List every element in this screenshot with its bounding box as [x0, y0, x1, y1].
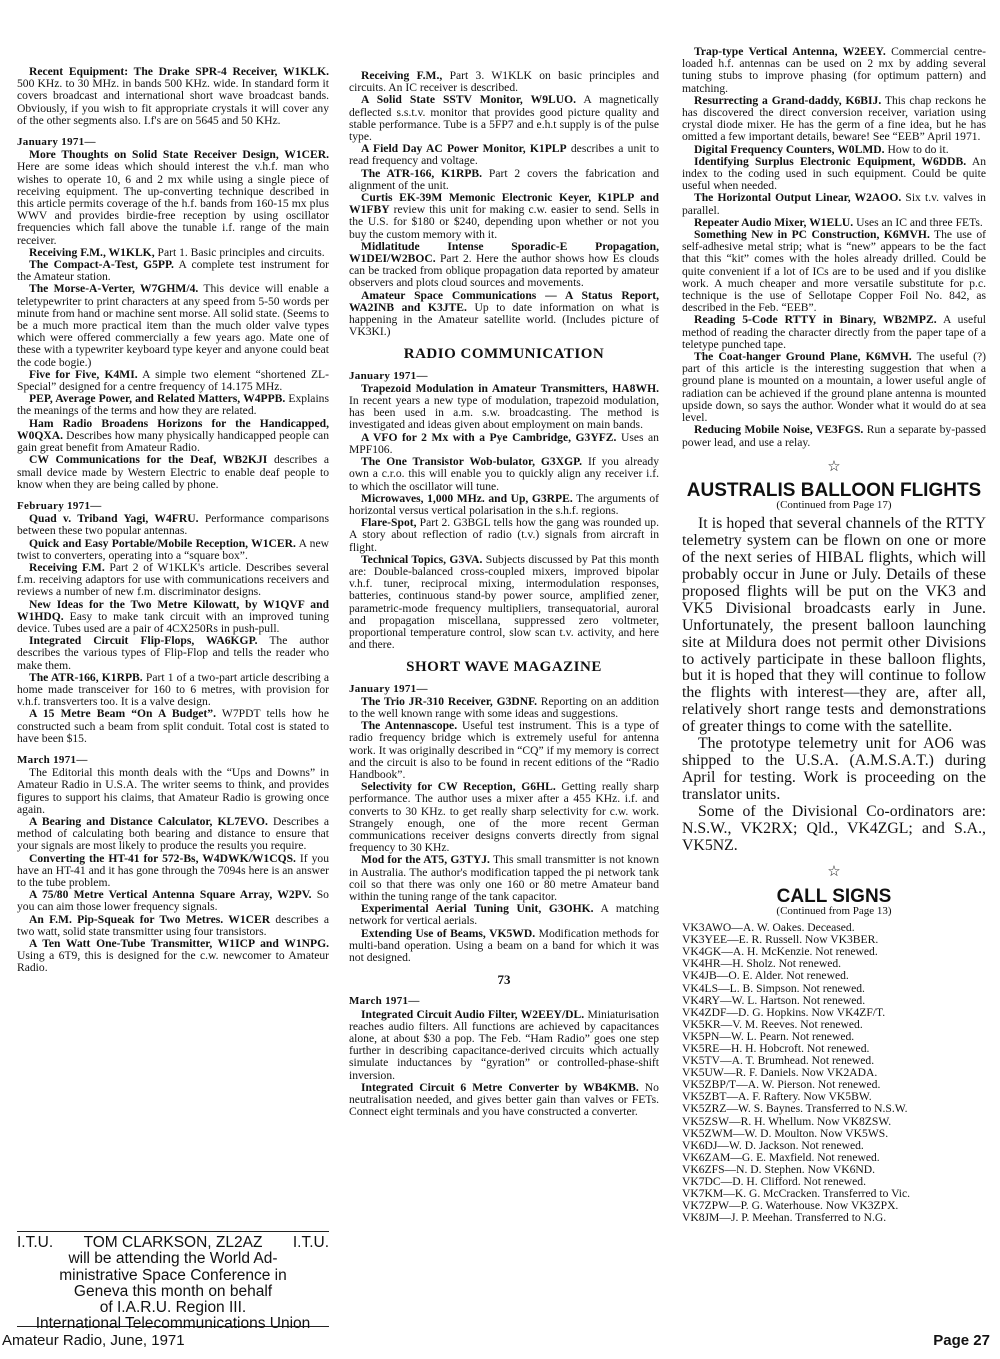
article-title: Digital Frequency Counters, W0LMD.: [694, 142, 885, 156]
itu-line-4: of I.A.R.U. Region III.: [99, 1299, 247, 1317]
article-entry: [349, 70, 659, 94]
article-description: The arguments of horizontal versus vertical polarisation in the s.h.f. regions.: [349, 491, 659, 517]
article-entry: [17, 914, 329, 938]
article-description: This chap reckons he has discovered the direct conversion receiver, variation using crystal diode mixer. He has the germ of a fine idea, but he has omitted a few important details, beware! See “EEB” April 1971.: [682, 93, 986, 144]
article-description: A new twist to converters, operating into a “square box”.: [17, 536, 329, 562]
article-title: A Bearing and Distance Calculator, KL7EVO.: [29, 814, 268, 828]
article-entry: [17, 538, 329, 562]
article-description: describes a unit to read frequency and voltage.: [349, 142, 660, 168]
column-2: [349, 70, 659, 1118]
article-description: This small transmitter is not known in Australia. The author's modification tapped the pi network tank coil so that there was only one 160 or 80 metre Amateur band within the tuning range of the tank capacitor.: [349, 853, 659, 903]
article-title: Integrated Circuit 6 Metre Converter by WB4KMB.: [361, 1080, 639, 1094]
article-title: The Trio JR-310 Receiver, G3DNF.: [361, 694, 538, 708]
itu-line-1: will be attending the World Ad-: [68, 1250, 278, 1268]
itu-line-5: International Telecommunications Union: [35, 1315, 311, 1333]
article-title: New Ideas for the Two Metre Kilowatt, by W1QVF and W1HDQ.: [17, 597, 329, 623]
article-entry: [17, 889, 329, 913]
article-title: A 15 Metre Beam “On A Budget”.: [29, 707, 216, 721]
article-title: Converting the HT-41 for 572-Bs, W4DWK/W1CQS.: [29, 851, 296, 865]
article-title: A VFO for 2 Mx with a Pye Cambridge, G3YFZ.: [361, 430, 617, 444]
call-sign-entry: VK7ZPW—P. G. Waterhouse. Now VK3ZPX.: [682, 1199, 899, 1213]
article-entry: [682, 46, 986, 95]
month-heading: March 1971—: [17, 753, 88, 766]
article-entry: [349, 143, 659, 167]
article-description: No neutralisation needed, and gives better gain than valves or FETs. Connect eight terminals and you have constructed a converter.: [349, 1080, 659, 1119]
article-entry: [349, 1082, 659, 1119]
article-title: The ATR-166, K1RPB.: [29, 670, 143, 684]
article-entry: [349, 554, 659, 652]
article-title: A Ten Watt One-Tube Transmitter, W1ICP and W1NPG.: [29, 937, 329, 951]
balloon-article-body: [682, 516, 986, 854]
article-description: The author describes the various types of Flip-Flop and tells the reader who make them.: [17, 634, 330, 672]
article-description: Part 2. Here the author shows how Es clouds can be tracked from oblique propagation data reported by amateur observers and plots cloud sources and movements.: [349, 252, 659, 290]
article-title: Five for Five, K4MI.: [29, 367, 138, 381]
article-description: A matching network for vertical aerials.: [349, 902, 659, 928]
balloon-paragraph: It is hoped that several channels of the RTTY telemetry system can be flown on one or more of the next series of HIBAL flights, which will probably occur in June or July. Details of these proposed flights will be put on the VK3 and VK5 Divisional broadcasts early in June. Unfortunately, the present balloon launching site at Mildura does not permit other Divisions to actively participate in these balloon flights, but it is hoped that they will continue to follow the flights with interest—they are, after all, relatively short range tests and demonstrations of greater things to come with the satellite.: [682, 515, 986, 736]
article-description: review this unit for making c.w. easier to send. Sells in the U.S. for $180 or $240, depending upon whether or not you buy the custom memory with it.: [349, 203, 659, 241]
article-entry: [17, 708, 329, 745]
article-title: CW Communications for the Deaf, WB2KJI: [29, 453, 268, 467]
article-description: 500 KHz. to 30 MHz. in bands 500 KHz. wide. In standard form it covers broadcast and international short wave broadcast bands. Obviously, if you wish to fit appropriate crystals it will cover any of the other segments also. I.f's are on 5645 and 50 KHz.: [17, 77, 329, 127]
article-title: Something New in PC Construction, K6MVH.: [694, 228, 930, 242]
call-sign-entry: VK5ZBT—A. F. Raftery. Now VK5BW.: [682, 1090, 872, 1104]
article-title: A Solid State SSTV Monitor, W9LUO.: [361, 93, 577, 107]
article-entry: [17, 454, 329, 491]
article-entry: [682, 192, 986, 216]
article-entry: [349, 192, 659, 241]
article-entry: [349, 432, 659, 456]
article-heading-call-signs: CALL SIGNS: [776, 885, 892, 907]
article-description: describes a two watt, solid state transmitter using four transistors.: [17, 912, 329, 938]
call-sign-entry: VK5ZRZ—W. S. Baynes. Transferred to N.S.W.: [682, 1102, 908, 1116]
month-heading: February 1971—: [17, 499, 102, 512]
itu-line-2: ministrative Space Conference in: [59, 1266, 287, 1284]
article-title: The Horizontal Output Linear, W2AOO.: [694, 191, 902, 205]
article-description: Miniaturisation reaches audio filters. All functions are achieved by capacitances alone, at about $30 a pop. The Feb. “Ham Radio” goes one step further in describing capacitance-derived circuits which actually simulate inductances by “gyration” or controlled-phase-shift inversion.: [349, 1007, 659, 1082]
article-entry: [349, 241, 659, 290]
article-entry: [682, 351, 986, 424]
article-description: Uses an IC and three FETs.: [853, 215, 983, 229]
article-description: How to do it.: [884, 142, 949, 156]
article-title: The Coat-hanger Ground Plane, K6MVH.: [694, 350, 912, 364]
footer-publication: Amateur Radio, June, 1971: [2, 1332, 185, 1349]
article-title: A 75/80 Metre Vertical Antenna Square Array, W2PV.: [29, 888, 312, 902]
article-title: Recent Equipment: The Drake SPR-4 Receiver, W1KLK.: [29, 65, 329, 78]
star-divider-icon: ☆: [827, 864, 841, 881]
article-description: W7PDT tells how he constructed such a beam from split conduit. Total cost is stated to have been $15.: [17, 707, 329, 745]
article-description: Explains the meanings of the terms and how they are related.: [17, 392, 329, 418]
star-divider-icon: ☆: [827, 458, 841, 475]
article-title: Quick and Easy Portable/Mobile Reception, W1CER.: [29, 536, 296, 550]
article-entry: [682, 229, 986, 314]
article-title: Resurrecting a Grand-daddy, K6BIJ.: [694, 93, 882, 107]
call-sign-entry: VK4RY—W. L. Hartson. Not renewed.: [682, 993, 866, 1007]
article-description: If you already own a c.r.o. this will enable you to quickly align any receiver i.f. to which the oscillator will tune.: [349, 455, 660, 493]
article-entry: [349, 383, 659, 432]
article-description: So you can aim those lower frequency signals.: [17, 888, 329, 914]
call-sign-entry: VK4JB—O. E. Alder. Not renewed.: [682, 969, 849, 983]
balloon-paragraph: The prototype telemetry unit for AO6 was shipped to the U.S.A. (A.M.S.A.T.) during April for testing. Work is proceeding on the translator units.: [682, 735, 986, 803]
article-entry: [17, 418, 329, 455]
article-entry: [17, 635, 329, 672]
itu-corner-right: I.T.U.: [292, 1234, 329, 1251]
article-entry: [349, 456, 659, 493]
call-sign-entry: VK3AWO—A. W. Oakes. Deceased.: [682, 921, 855, 935]
article-title: Curtis EK-39M Memonic Electronic Keyer, K1PLP and W1FBY: [349, 191, 659, 217]
article-title: PEP, Average Power, and Related Matters, W4PPB.: [29, 392, 286, 406]
article-title: Selectivity for CW Reception, G6HL.: [361, 780, 556, 794]
continued-note: (Continued from Page 17): [776, 499, 892, 512]
article-entry: [17, 853, 329, 890]
section-heading-radio-communication: RADIO COMMUNICATION: [403, 346, 605, 363]
article-description: A useful method of reading the character directly from the paper tape of a teletype punched tape.: [682, 313, 986, 351]
article-title: Receiving F.M., W1KLK,: [29, 245, 155, 259]
call-sign-entry: VK5ZWM—W. D. Moulton. Now VK5WS.: [682, 1126, 889, 1140]
article-entry: [682, 156, 986, 193]
article-description: Using a 6T9, this is designed for the c.w. newcomer to Amateur Radio.: [17, 949, 329, 975]
article-description: Describes a method of calculating both bearing and distance to ensure that your signals are most likely to produce the results you require.: [17, 814, 330, 853]
article-title: Repeater Audio Mixer, W1ELU.: [694, 215, 854, 229]
article-title: Quad v. Triband Yagi, W4FRU.: [29, 512, 199, 526]
article-description: Commercial centre-loaded h.f. antennas can be used on 2 mx by adding several tuning stubs to improve phasing (for optimum pattern) and matching.: [682, 45, 986, 95]
itu-notice-box: [17, 1231, 329, 1333]
call-sign-entry: VK4LS—L. B. Simpson. Not renewed.: [682, 981, 865, 995]
article-description: Modification methods for multi-band operation. Using a beam on a band for which it was not designed.: [349, 926, 659, 965]
article-description: Part 2. G3BGL tells how the gang was rounded up. A story about reflection of radio (t.v.) signals from aircraft in flight.: [349, 516, 659, 554]
call-sign-entry: VK5TV—A. T. Brumhead. Not renewed.: [682, 1054, 875, 1068]
article-title: Integrated Circuit Flip-Flops, WA6KGP.: [29, 634, 258, 648]
call-sign-entry: VK6DJ—W. D. Jackson. Not renewed.: [682, 1138, 864, 1152]
article-description: Part 2 of W1KLK's article. Describes several f.m. receiving adaptors for use with communications receivers and reviews a number of new f.m. discriminator designs.: [17, 560, 329, 599]
itu-person-name: TOM CLARKSON, ZL2AZ: [83, 1234, 263, 1251]
article-description: Part 1. Basic principles and circuits.: [154, 245, 325, 259]
article-description: The use of self-adhesive metal strip; what is “new” appears to be the fact that this “kit” comes with the holes already drilled. Could be quite convenient if a lot of ICs are to be used and if you dislike work. A much cheaper and more versatile substitute for p.c. technique is the use of Sellotape Copper Foil No. 842, as described in the Feb. “EEB”.: [682, 228, 986, 315]
article-description: A magnetically deflected s.s.t.v. monitor that provides good picture quality and stable performance. Tube is a 5FP7 and e.h.t supply is of the pulse type.: [349, 93, 659, 144]
month-heading: January 1971—: [17, 136, 96, 149]
article-description: describes a small device made by Western Electric to enable deaf people to know when they are being called by phone.: [17, 453, 329, 491]
article-entry: [17, 938, 329, 975]
call-sign-entry: VK4HR—H. Sholz. Not renewed.: [682, 957, 842, 971]
article-title: Identifying Surplus Electronic Equipment, W6DDB.: [694, 154, 967, 168]
balloon-paragraph: Some of the Divisional Co-ordinators are: N.S.W., VK2RX; Qld., VK4ZGL; and S.A., VK5NZ.: [682, 802, 986, 854]
article-title: Receiving F.M.: [29, 560, 105, 574]
call-sign-entry: VK5UW—R. F. Daniels. Now VK2ADA.: [682, 1066, 878, 1080]
article-title: More Thoughts on Solid State Receiver Design, W1CER.: [29, 148, 329, 162]
article-entry: [17, 149, 329, 247]
article-title: Flare-Spot,: [361, 516, 417, 530]
article-entry: [349, 290, 659, 339]
article-title: Mod for the AT5, G3TYJ.: [361, 853, 490, 867]
article-title: The ATR-166, K1RPB.: [361, 166, 483, 180]
article-description: Six t.v. valves in parallel.: [682, 191, 986, 217]
article-title: Trap-type Vertical Antenna, W2EEY.: [694, 45, 886, 58]
article-description: If you have an HT-41 and it has gone through the 7094s here is an answer to the tube problem.: [17, 851, 329, 889]
footer-page-number: Page 27: [933, 1332, 990, 1349]
article-entry: [17, 393, 329, 417]
article-title: A Field Day AC Power Monitor, K1PLP: [361, 142, 567, 156]
article-entry: [17, 562, 329, 599]
article-entry: [349, 493, 659, 517]
section-heading-short-wave-magazine: SHORT WAVE MAGAZINE: [406, 659, 602, 676]
article-title: Reading 5-Code RTTY in Binary, WB2MPZ.: [694, 313, 937, 327]
article-entry: [17, 599, 329, 636]
article-entry: [17, 816, 329, 853]
article-entry: [349, 903, 659, 927]
article-description: Getting really sharp performance. The author uses a mixer after a 455 KHz. i.f. and converts to 30 KHz. to get really sharp selectivity for c.w. work. Strangely enough, one of the more recent German communications receiver designs converts directly from signal frequency to 30 KHz.: [349, 780, 659, 855]
article-title: Microwaves, 1,000 MHz. and Up, G3RPE.: [361, 491, 573, 505]
article-entry: [349, 720, 659, 781]
article-description: Reporting on an addition to the well known range with some ideas and suggestions.: [349, 694, 659, 720]
call-sign-entry: VK8JM—J. P. Meehan. Transferred to N.G.: [682, 1211, 887, 1225]
article-description: The Editorial this month deals with the “Ups and Downs” in Amateur Radio in U.S.A. The writer seems to think, and provides figures to support his claims, that Amateur Radio is growing once again.: [17, 766, 329, 816]
month-heading: March 1971—: [349, 995, 420, 1008]
article-entry: [349, 781, 659, 854]
article-description: Subjects discussed by Pat this month are: Double-balanced cross-coupled mixers, improved bipolar v.h.f. tuner, reciprocal mixing, intermodulation responses, batteries, continuous stand-by power source, amplified zener, parametric-mode frequency multipliers, transequatorial, auroral and propagation miscellana, suppressed zero voltmeter, proportional temperature control, slow scan t.v. activity, and here and there.: [349, 552, 660, 652]
article-entry: [17, 66, 329, 127]
itu-corner-left: I.T.U.: [17, 1234, 54, 1251]
article-entry: [349, 1009, 659, 1082]
call-sign-entry: VK7DC—D. H. Clifford. Not renewed.: [682, 1175, 866, 1189]
article-title: An F.M. Pip-Squeak for Two Metres. W1CER: [29, 912, 271, 926]
article-title: Extending Use of Beams, VK5WD.: [361, 926, 536, 940]
article-description: Run a separate by-passed power lead, and use a relay.: [682, 423, 987, 449]
article-description: A complete test instrument for the Amateur station.: [17, 258, 329, 284]
call-sign-entry: VK6ZFS—N. D. Stephen. Now VK6ND.: [682, 1162, 876, 1176]
call-sign-entry: VK4GK—A. H. McKenzie. Not renewed.: [682, 945, 878, 959]
month-heading: January 1971—: [349, 369, 428, 382]
article-title: Technical Topics, G3VA.: [361, 552, 483, 566]
continued-note: (Continued from Page 13): [776, 904, 892, 917]
article-entry: [17, 369, 329, 393]
article-title: Midlatitude Intense Sporadic-E Propagation, W1DEI/W2BOC.: [349, 239, 659, 266]
article-entry: [682, 314, 986, 351]
call-sign-entry: VK5PN—W. L. Pearn. Not renewed.: [682, 1029, 855, 1043]
column-3: [682, 46, 986, 1224]
article-description: This device will enable a teletypewriter to print characters at any speed from 5-50 words per minute from hand or machine sent morse. All solid state. (Seems to be a much more practical item than the much older valve types which were offered commercially a few years ago. Mate one of these with a typewriter keyboard type keyer and anyone could beat the code bogie.): [17, 282, 330, 369]
article-title: Receiving F.M.,: [361, 69, 443, 82]
article-description: Part 2 covers the fabrication and alignment of the unit.: [349, 166, 659, 192]
article-entry: [17, 259, 329, 283]
article-description: In recent years a new type of modulation, trapezoid modulation, has been used in a.m. s.w. broadcasting. The method is investigated and ideas given about employment on main bands.: [349, 394, 659, 432]
call-sign-entry: VK5ZBP/T—A. W. Pierson. Not renewed.: [682, 1078, 881, 1092]
article-description: Performance comparisons between these two popular antennas.: [17, 512, 329, 538]
call-sign-entry: VK5RE—H. H. Hobcroft. Not renewed.: [682, 1041, 870, 1055]
article-description: Part 1 of a two-part article describing a home made transceiver for 160 to 6 metres, with provision for v.h.f. transverters too. It is a valve design.: [17, 670, 329, 709]
article-title: Experimental Aerial Tuning Unit, G3OHK.: [361, 902, 594, 916]
article-title: The Antennascope.: [361, 719, 458, 733]
month-heading: January 1971—: [349, 682, 428, 695]
article-entry: [349, 854, 659, 903]
call-sign-entry: VK5ZSW—R. H. Whellum. Now VK8ZSW.: [682, 1114, 892, 1128]
article-entry: [349, 94, 659, 143]
article-title: Trapezoid Modulation in Amateur Transmitters, HA8WH.: [361, 381, 659, 395]
article-description: An index to the coding used in such equipment. Could be quite useful when needed.: [682, 154, 987, 193]
call-sign-entry: VK3YEE—E. R. Russell. Now VK3BER.: [682, 933, 879, 947]
column-1: [17, 66, 329, 975]
article-entry: [349, 517, 659, 554]
article-description: Uses an MPF106.: [349, 430, 659, 456]
article-description: Here are some ideas which should interest the v.h.f. man who wishes to operate 10, 6 and 2 mx while using a single piece of receiving equipment. The up-converting technique described in this article permits coverage of the h.f. bands from 160-15 mx plus WWV and provides birdie-free reception by using oscillator frequencies which fall above the tunable i.f. range of the main receiver.: [17, 160, 329, 247]
call-sign-entry: VK7KM—K. G. McCracken. Transferred to Vic.: [682, 1187, 911, 1201]
itu-line-3: Geneva this month on behalf: [73, 1282, 273, 1300]
article-description: The useful (?) part of this article is the interesting suggestion that when a ground plane is mounted on a mountain, a lower useful angle of radiation can be achieved if the ground plane antenna is mounted upside down, so says the author. Wonder what it would do at sea level.: [682, 350, 986, 425]
call-signs-list: [682, 922, 986, 1224]
article-entry: [682, 95, 986, 144]
article-title: Amateur Space Communications — A Status Report, WA2INB and K3JTE.: [349, 288, 659, 314]
article-entry: [682, 424, 986, 448]
call-sign-entry: VK4ZDF—D. G. Hopkins. Now VK4ZF/T.: [682, 1005, 886, 1019]
article-title: Ham Radio Broadens Horizons for the Handicapped, W0QXA.: [17, 416, 329, 442]
article-description: A simple two element “shortened ZL-Special” designed for a centre frequency of 14.175 MHz.: [17, 367, 329, 394]
article-entry: [349, 168, 659, 192]
article-entry: [349, 928, 659, 965]
article-description: Useful test instrument. This is a type of radio frequency bridge which is extremely useful for antenna work. It was originally described in “CQ” if my memory is correct and the circuit is also to be found in recent editions of the “Radio Handbook”.: [349, 719, 659, 781]
call-sign-entry: VK5KR—V. M. Reeves. Not renewed.: [682, 1017, 863, 1031]
article-entry: [17, 283, 329, 368]
call-sign-entry: VK6ZAM—G. E. Maxfield. Not renewed.: [682, 1150, 880, 1164]
article-entry: [17, 513, 329, 537]
article-title: The Compact-A-Test, G5PP.: [29, 258, 174, 272]
article-title: Reducing Mobile Noise, VE3FGS.: [694, 423, 864, 437]
article-description: Describes how many physically handicapped people can gain great benefit from Amateur Radio.: [17, 428, 329, 455]
article-description: Up to date information on what is happening in the Amateur satellite world. (Includes picture of VK3KI.): [349, 300, 659, 339]
article-description: Easy to make tank circuit with an improved tuning device. Tubes used are a pair of 4CX250Rs in push-pull.: [17, 609, 329, 635]
article-entry: [349, 696, 659, 720]
section-heading-73: 73: [497, 972, 511, 988]
article-entry: [17, 767, 329, 816]
article-title: Integrated Circuit Audio Filter, W2EEY/DL.: [361, 1007, 585, 1021]
article-entry: [17, 672, 329, 709]
article-description: Part 3. W1KLK on basic principles and circuits. An IC receiver is described.: [349, 69, 659, 95]
article-heading-balloon: AUSTRALIS BALLOON FLIGHTS: [686, 479, 982, 501]
article-title: The One Transistor Wob-bulator, G3XGP.: [361, 455, 583, 469]
article-title: The Morse-A-Verter, W7GHM/4.: [29, 282, 199, 296]
